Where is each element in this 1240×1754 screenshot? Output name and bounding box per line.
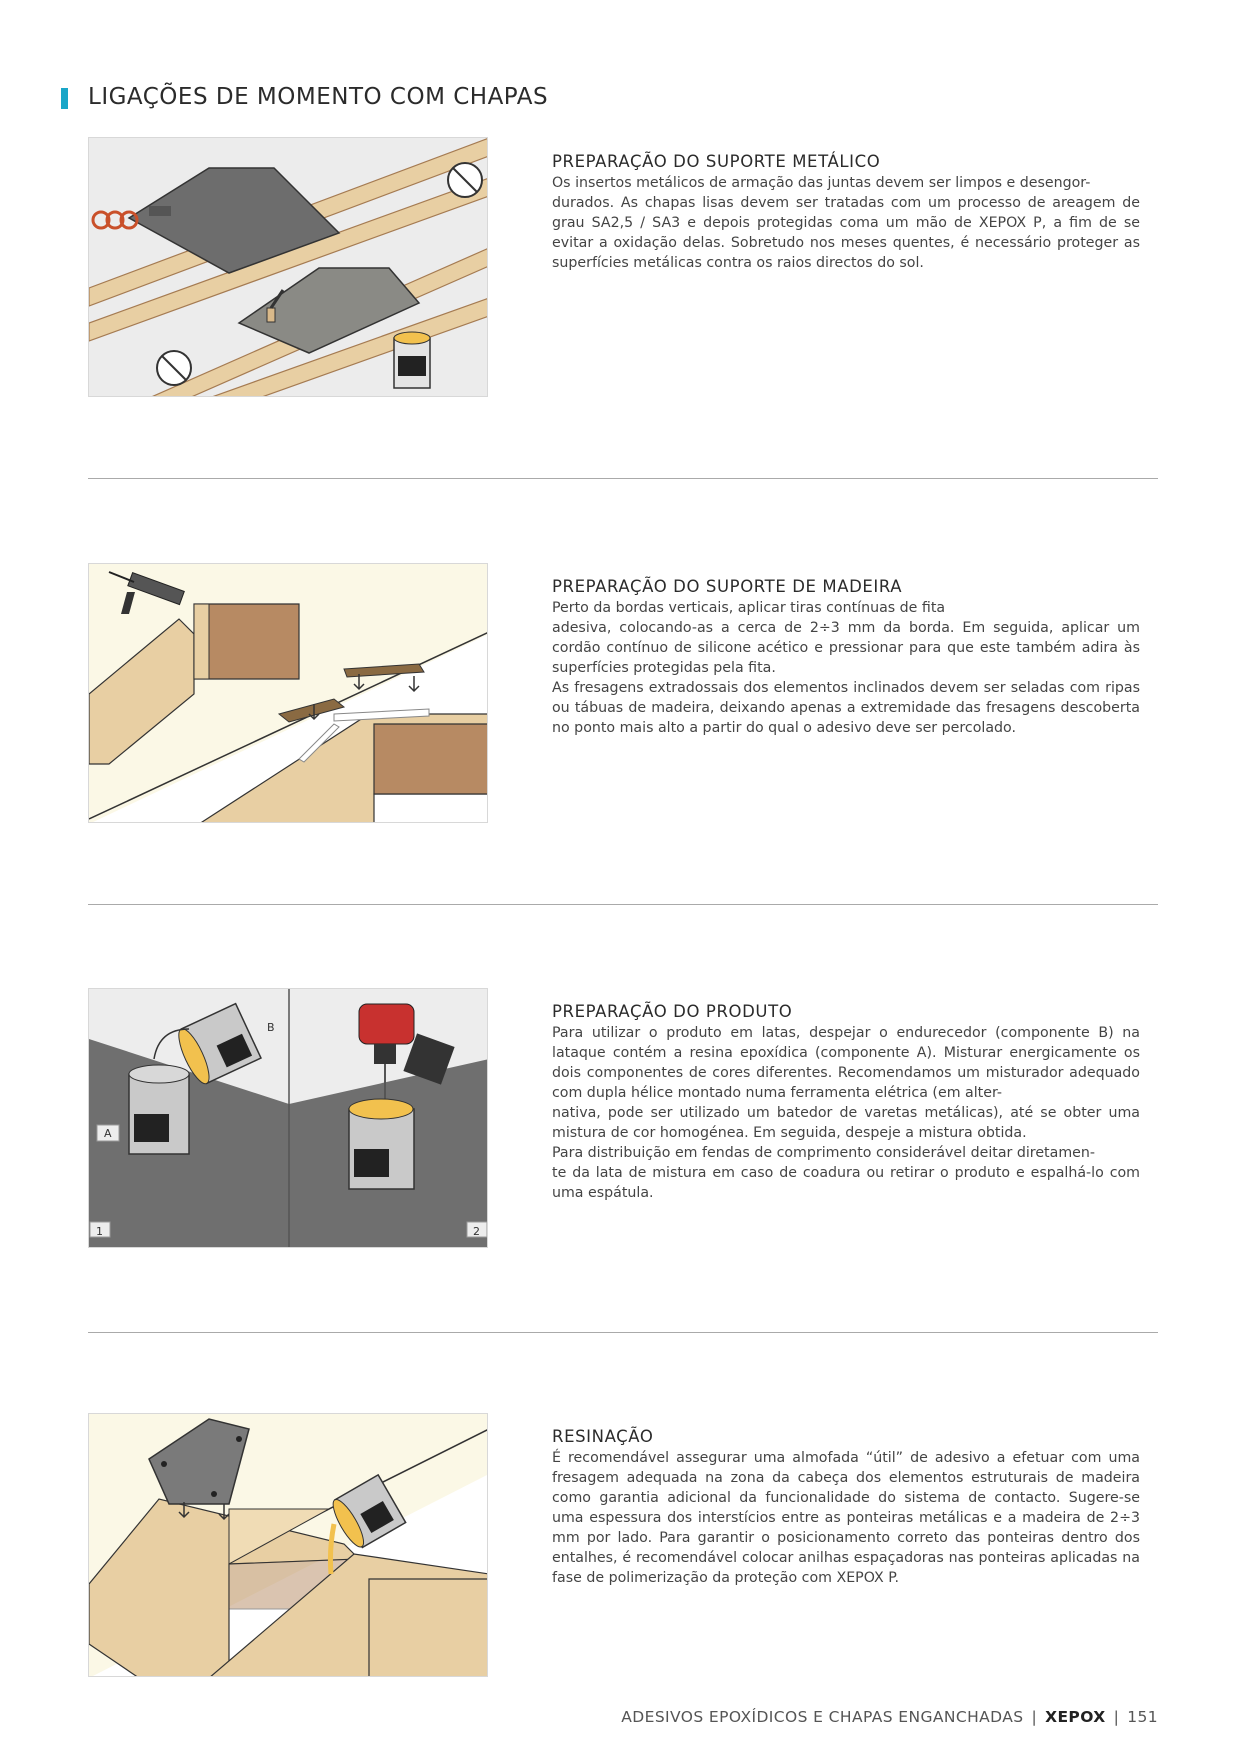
section-title: PREPARAÇÃO DO SUPORTE METÁLICO — [552, 152, 881, 171]
resination-drawing — [89, 1414, 488, 1677]
metal-support-drawing — [89, 138, 488, 397]
metal-support-illustration — [88, 137, 488, 397]
resination-illustration — [88, 1413, 488, 1677]
title-accent-bar — [61, 88, 68, 109]
product-preparation-drawing — [89, 989, 488, 1248]
section-body: Para utilizar o produto em latas, despejar o endurecedor (componente B) na lataque contém a resina epoxídica (componente A). Misturar energicamente os dois componentes de cores diferentes. Recomendamos um misturador adequado com dupla hélice montado numa ferramenta elétrica (em alter- nativa, pode ser utilizado um batedor de varetas metálicas), até se obter uma mistura de cor homogénea. Em seguida, despeje a mistura obtida. Para distribuição em fendas de comprimento considerável deitar diretamen- te da lata de mistura em caso de coadura ou retirar o produto e espalhá-lo com uma espátula. — [552, 1025, 1140, 1201]
no-hand-contact-icon — [157, 351, 191, 385]
mixing-can — [349, 1099, 414, 1189]
label-step-1: 1 — [96, 1225, 103, 1238]
section-title: PREPARAÇÃO DO PRODUTO — [552, 1002, 793, 1021]
page-footer — [621, 1708, 1158, 1726]
product-preparation-text — [552, 1002, 1140, 1203]
wood-support-drawing — [89, 564, 488, 823]
footer-brand: XEPOX — [1045, 1708, 1106, 1726]
footer-separator: | — [1031, 1708, 1038, 1726]
section-title: PREPARAÇÃO DO SUPORTE DE MADEIRA — [552, 577, 903, 596]
resination-text — [552, 1427, 1140, 1588]
label-component-b: B — [267, 1021, 275, 1034]
section-body: Os insertos metálicos de armação das juntas devem ser limpos e desengor- durados. As chapas lisas devem ser tratadas com um processo de areagem de grau SA2,5 / SA3 e depois protegidas coma um mão de XEPOX P, a fim de se evitar a oxidação delas. Sobretudo nos meses quentes, é necessário proteger as superfícies metálicas contra os raios directos do sol. — [552, 175, 1140, 271]
page-number: 151 — [1127, 1708, 1158, 1726]
can-component-a — [129, 1065, 189, 1154]
paint-can-icon — [394, 332, 430, 388]
page-title: LIGAÇÕES DE MOMENTO COM CHAPAS — [88, 84, 549, 110]
no-sun-icon — [448, 163, 482, 197]
label-component-a: A — [104, 1127, 112, 1140]
product-preparation-illustration — [88, 988, 488, 1248]
section-body: Perto da bordas verticais, aplicar tiras contínuas de fita adesiva, colocando-as a cerca de 2÷3 mm da borda. Em seguida, aplicar um cordão contínuo de silicone acético e pressionar para que este também adira às superfícies protegidas pela fita. As fresagens extradossais dos elementos inclinados devem ser seladas com ripas ou tábuas de madeira, deixando apenas a extremidade das fresagens descoberta no ponto mais alto a partir do qual o adesivo deve ser percolado. — [552, 600, 1140, 736]
section-divider — [88, 478, 1158, 479]
footer-category: ADESIVOS EPOXÍDICOS E CHAPAS ENGANCHADAS — [621, 1708, 1024, 1726]
footer-separator: | — [1113, 1708, 1120, 1726]
section-body: É recomendável assegurar uma almofada “útil” de adesivo a efetuar com uma fresagem adequada na zona da cabeça dos elementos estruturais de madeira como garantia adicional da funcionalidade do sistema de contacto. Sugere-se uma espessura dos interstícios entre as ponteiras metálicas e a madeira de 2÷3 mm por lado. Para garantir o posicionamento correto das ponteiras dentro dos entalhes, é recomendável colocar anilhas espaçadoras nas ponteiras aplicadas na fase de polimerização da proteção com XEPOX P. — [552, 1450, 1140, 1586]
wood-support-text — [552, 577, 1140, 738]
section-divider — [88, 904, 1158, 905]
wood-support-illustration — [88, 563, 488, 823]
section-title: RESINAÇÃO — [552, 1427, 654, 1446]
section-divider — [88, 1332, 1158, 1333]
metal-support-text — [552, 152, 1140, 273]
label-step-2: 2 — [473, 1225, 480, 1238]
